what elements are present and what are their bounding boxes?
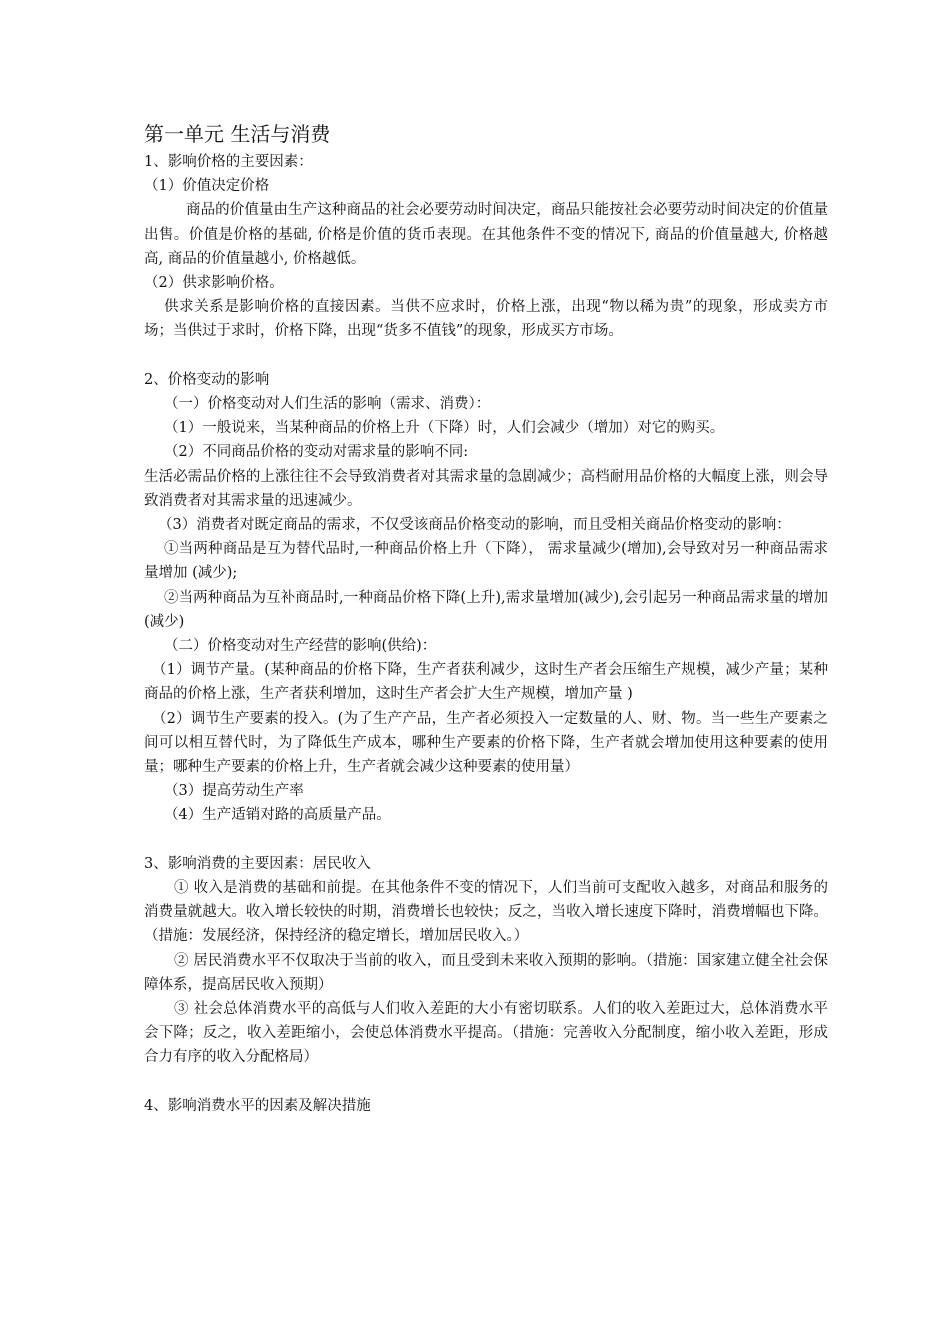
unit-title: 第一单元 生活与消费 <box>144 122 331 146</box>
section-1-item-1-body: 商品的价值量由生产这种商品的社会必要劳动时间决定，商品只能按社会必要劳动时间决定的价值量出售。价值是价格的基础, 价格是价值的货币表现。在其他条件不变的情况下, 商品的价值量越大, 价格越高, 商品的价值量越小, 价格越低。 <box>144 202 828 267</box>
section-3-heading: 3、影响消费的主要因素：居民收入 <box>144 855 371 872</box>
section-2-part-a-item-3-sub-2: ②当两种商品为互补商品时,一种商品价格下降(上升),需求量增加(减少),会引起另一种商品需求量的增加 (减少) <box>144 589 828 630</box>
section-2-part-a-item-2: （2）不同商品价格的变动对需求量的影响不同: <box>164 444 469 461</box>
section-4-heading: 4、影响消费水平的因素及解决措施 <box>144 1097 371 1114</box>
section-1-item-2-body: 供求关系是影响价格的直接因素。当供不应求时，价格上涨，出现“物以稀为贵”的现象，形成卖方市场；当供过于求时，价格下降，出现“货多不值钱”的现象，形成买方市场。 <box>144 299 828 340</box>
section-2-part-a-title: （一）价格变动对人们生活的影响（需求、消费）： <box>164 396 491 413</box>
blank-line <box>144 1070 828 1094</box>
section-2-part-a-item-1: （1）一般说来，当某种商品的价格上升（下降）时，人们会减少（增加）对它的购买。 <box>164 420 725 437</box>
section-2-part-b-item-4: （4）生产适销对路的高质量产品。 <box>164 807 391 824</box>
section-2-part-b-item-2: （2）调节生产要素的投入。(为了生产产品，生产者必须投入一定数量的人、财、物。当一些生产要素之间可以相互替代时，为了降低生产成本，哪种生产要素的价格下降，生产者就会增加使用这种要素的使用量；哪种生产要素的价格上升，生产者就会减少这种要素的使用量） <box>144 710 828 776</box>
section-2-part-a-item-3-sub-1: ①当两种商品是互为替代品时,一种商品价格上升（下降）， 需求量减少(增加),会导致对另一种商品需求量增加 (减少); <box>144 541 828 582</box>
section-2-part-b-title: （二）价格变动对生产经营的影响(供给)： <box>164 638 437 655</box>
blank-line <box>144 828 828 852</box>
blank-line <box>144 344 828 368</box>
section-2-part-a-item-3: （3）消费者对既定商品的需求，不仅受该商品价格变动的影响，而且受相关商品价格变动的影响： <box>158 517 791 534</box>
section-2-part-b-item-3: （3）提高劳动生产率 <box>164 783 304 800</box>
document-page <box>144 118 828 1118</box>
section-1-heading: 1、影响价格的主要因素： <box>144 154 313 170</box>
section-1-item-1-title: （1）价值决定价格 <box>144 178 270 195</box>
section-2-part-a-item-2-body: 生活必需品价格的上涨往往不会导致消费者对其需求量的急剧减少；高档耐用品价格的大幅度上涨，则会导致消费者对其需求量的迅速减少。 <box>144 468 828 509</box>
section-3-item-3: ③ 社会总体消费水平的高低与人们收入差距的大小有密切联系。人们的收入差距过大，总体消费水平会下降；反之，收入差距缩小，会使总体消费水平提高。（措施：完善收入分配制度，缩小收入差距，形成合力有序的收入分配格局） <box>144 1001 828 1066</box>
section-1-item-2-title: （2）供求影响价格。 <box>144 275 284 292</box>
section-2-heading: 2、价格变动的影响 <box>144 371 270 388</box>
section-3-item-2: ② 居民消费水平不仅取决于当前的收入，而且受到未来收入预期的影响。（措施：国家建立健全社会保障体系，提高居民收入预期） <box>144 952 828 993</box>
section-3-item-1: ① 收入是消费的基础和前提。在其他条件不变的情况下，人们当前可支配收入越多，对商品和服务的消费量就越大。收入增长较快的时期，消费增长也较快；反之，当收入增长速度下降时，消费增幅也下降。（措施：发展经济，保持经济的稳定增长，增加居民收入。） <box>144 880 828 945</box>
section-2-part-b-item-1: （1）调节产量。(某种商品的价格下降，生产者获利减少，这时生产者会压缩生产规模，减少产量；某种商品的价格上涨，生产者获利增加，这时生产者会扩大生产规模，增加产量 ) <box>144 662 828 703</box>
